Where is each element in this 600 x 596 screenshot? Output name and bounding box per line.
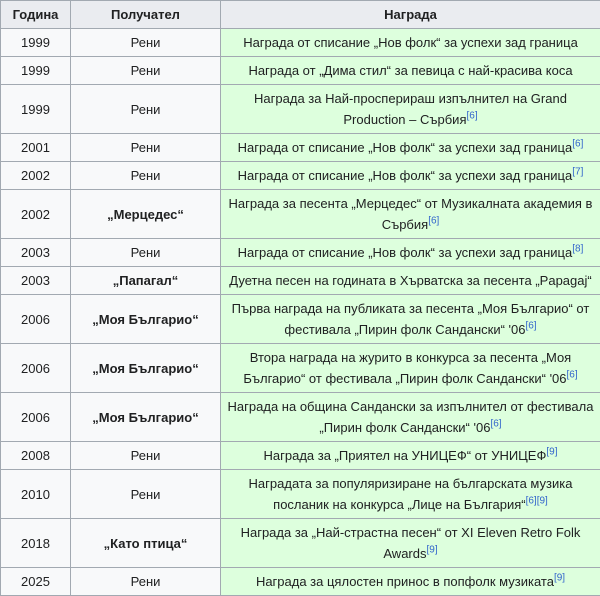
reference-link[interactable]: [9] (546, 447, 557, 458)
award-cell (221, 57, 600, 85)
award-text: Награда за „Приятел на УНИЦЕФ“ от УНИЦЕФ (264, 448, 547, 463)
reference-link[interactable]: [6] (567, 370, 578, 381)
recipient-cell: „Мерцедес“ (71, 190, 221, 239)
award-cell (221, 134, 600, 162)
year-cell: 2003 (1, 267, 71, 295)
year-cell: 2010 (1, 470, 71, 519)
header-recipient[interactable]: Получател (71, 1, 221, 29)
award-cell (221, 393, 600, 442)
award-text: Награда от списание „Нов фолк“ за успехи зад граница (238, 140, 573, 155)
header-year[interactable]: Година (1, 1, 71, 29)
reference-link[interactable]: [6] (572, 139, 583, 150)
award-text: Награда от списание „Нов фолк“ за успехи зад граница (238, 168, 573, 183)
table-row (1, 190, 600, 239)
award-cell (221, 519, 600, 568)
recipient-cell: Рени (71, 29, 221, 57)
year-cell: 1999 (1, 29, 71, 57)
recipient-cell: Рени (71, 57, 221, 85)
award-text: Награда за „Най-страстна песен“ от XI Eleven Retro Folk Awards (241, 525, 581, 561)
award-cell (221, 442, 600, 470)
award-text: Награда за песента „Мерцедес“ от Музикалната академия в Сърбия (229, 196, 593, 232)
table-row (1, 568, 600, 596)
header-row (1, 1, 600, 29)
recipient-cell: Рени (71, 85, 221, 134)
recipient-cell: Рени (71, 568, 221, 596)
table-row (1, 57, 600, 85)
table-row (1, 295, 600, 344)
reference-link[interactable]: [6] (525, 321, 536, 332)
year-cell: 2002 (1, 190, 71, 239)
header-award[interactable]: Награда (221, 1, 600, 29)
recipient-cell: „Като птица“ (71, 519, 221, 568)
table-row (1, 85, 600, 134)
table-row (1, 470, 600, 519)
table-row (1, 134, 600, 162)
year-cell: 2018 (1, 519, 71, 568)
reference-link[interactable]: [7] (572, 167, 583, 178)
award-cell (221, 85, 600, 134)
year-cell: 2006 (1, 344, 71, 393)
table-row (1, 442, 600, 470)
award-cell (221, 568, 600, 596)
year-cell: 1999 (1, 57, 71, 85)
recipient-cell: Рени (71, 134, 221, 162)
table-row (1, 519, 600, 568)
reference-link[interactable]: [9] (554, 573, 565, 584)
table-row (1, 267, 600, 295)
recipient-cell: Рени (71, 470, 221, 519)
reference-link[interactable]: [6] (428, 216, 439, 227)
award-text: Награда от списание „Нов фолк“ за успехи зад граница (238, 245, 573, 260)
award-text: Награда от списание „Нов фолк“ за успехи зад граница (243, 35, 578, 50)
reference-link[interactable]: [8] (572, 244, 583, 255)
year-cell: 2006 (1, 295, 71, 344)
award-cell (221, 344, 600, 393)
table-row (1, 239, 600, 267)
award-cell (221, 267, 600, 295)
table-row (1, 344, 600, 393)
year-cell: 2025 (1, 568, 71, 596)
year-cell: 1999 (1, 85, 71, 134)
year-cell: 2003 (1, 239, 71, 267)
recipient-cell: „Моя Българио“ (71, 344, 221, 393)
award-text: Дуетна песен на годината в Хърватска за песента „Papagaj“ (229, 273, 591, 288)
recipient-cell: Рени (71, 442, 221, 470)
award-cell (221, 29, 600, 57)
year-cell: 2006 (1, 393, 71, 442)
year-cell: 2001 (1, 134, 71, 162)
recipient-cell: „Моя Българио“ (71, 393, 221, 442)
reference-link[interactable]: [6] (466, 111, 477, 122)
award-text: Награда на община Сандански за изпълнител от фестивала „Пирин фолк Сандански“ '06 (228, 399, 594, 435)
award-cell (221, 190, 600, 239)
award-text: Награда от „Дима стил“ за певица с най-красива коса (248, 63, 572, 78)
year-cell: 2002 (1, 162, 71, 190)
award-cell (221, 295, 600, 344)
award-cell (221, 162, 600, 190)
year-cell: 2008 (1, 442, 71, 470)
reference-link[interactable]: [9] (427, 545, 438, 556)
award-text: Втора награда на журито в конкурса за песента „Моя Българио“ от фестивала „Пирин фолк Сандански“ '06 (243, 350, 571, 386)
recipient-cell: Рени (71, 239, 221, 267)
award-cell (221, 239, 600, 267)
table-row (1, 393, 600, 442)
reference-link[interactable]: [6] (490, 419, 501, 430)
recipient-cell: „Моя Българио“ (71, 295, 221, 344)
award-text: Първа награда на публиката за песента „Моя Българио“ от фестивала „Пирин фолк Сандански“ '06 (232, 301, 590, 337)
award-text: Награда за Най-просперираш изпълнител на Grand Production – Сърбия (254, 91, 567, 127)
award-cell (221, 470, 600, 519)
award-text: Награда за цялостен принос в попфолк музиката (256, 574, 554, 589)
recipient-cell: Рени (71, 162, 221, 190)
table-row (1, 162, 600, 190)
reference-link[interactable]: [6][9] (526, 496, 548, 507)
table-row (1, 29, 600, 57)
award-text: Наградата за популяризиране на българската музика посланик на конкурса „Лице на България“ (249, 476, 573, 512)
recipient-cell: „Папагал“ (71, 267, 221, 295)
